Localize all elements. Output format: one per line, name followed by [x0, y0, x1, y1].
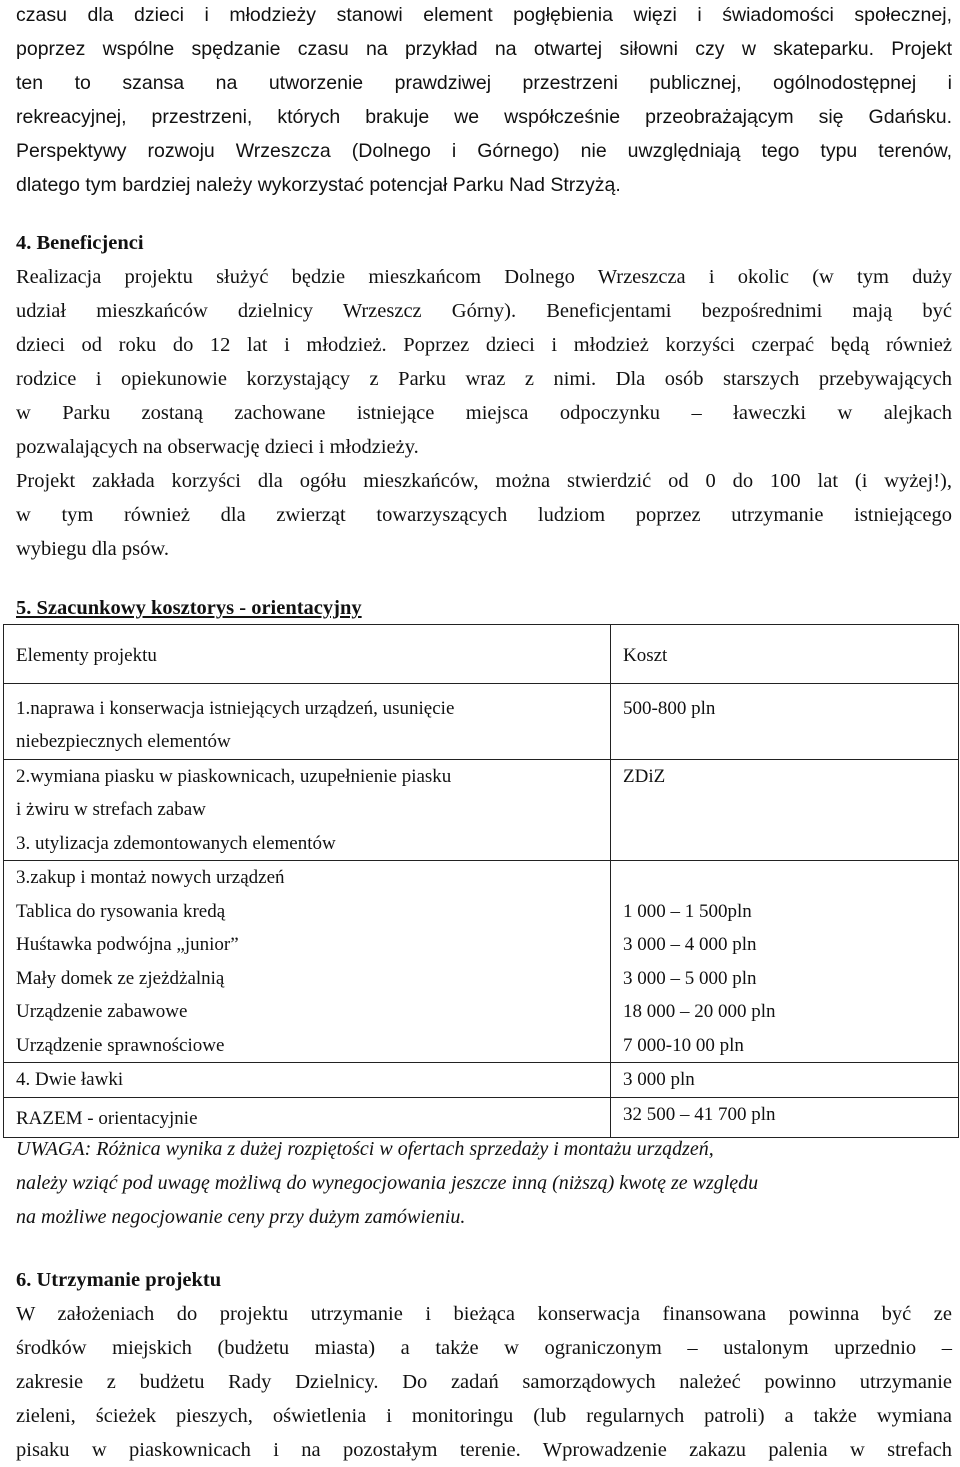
header-cell-cost: Koszt [611, 625, 959, 684]
cost-table [3, 624, 959, 1138]
row-3-item: Tablica do rysowania kredą [16, 900, 226, 922]
section-4-line: wybiegu dla psów. [16, 538, 169, 560]
row-4-cost: 3 000 pln [611, 1063, 959, 1098]
section-4-line: Projekt zakłada korzyści dla ogółu mieszkańców, można stwierdzić od 0 do 100 lat (i wyżej!), [16, 470, 952, 492]
table-row [4, 683, 959, 759]
intro-line: ten to szansa na utworzenie prawdziwej przestrzeni publicznej, ogólnodostępnej i [16, 72, 952, 94]
note-line: na możliwe negocjowanie ceny przy dużym zamówieniu. [16, 1206, 466, 1228]
row-3-title: 3.zakup i montaż nowych urządzeń [16, 867, 285, 888]
header-cell-elements: Elementy projektu [4, 625, 611, 684]
section-4-line: w Parku zostaną zachowane istniejące miejsca odpoczynku – ławeczki w alejkach [16, 402, 952, 424]
row-1-line: niebezpiecznych elementów [16, 731, 231, 752]
table-row [4, 759, 959, 861]
intro-line: czasu dla dzieci i młodzieży stanowi element pogłębienia więzi i świadomości społecznej, [16, 4, 952, 26]
row-2-line: 3. utylizacja zdemontowanych elementów [16, 832, 336, 854]
table-row [4, 861, 959, 1063]
total-label: RAZEM - orientacyjnie [4, 1097, 611, 1138]
section-6-heading: 6. Utrzymanie projektu [16, 1269, 222, 1291]
table-row [4, 1063, 959, 1098]
row-3-item: Urządzenie sprawnościowe [16, 1034, 225, 1056]
intro-line: poprzez wspólne spędzanie czasu na przykład na otwartej siłowni czy w skateparku. Projekt [16, 38, 952, 60]
total-cost: 32 500 – 41 700 pln [611, 1097, 959, 1138]
row-1-line: 1.naprawa i konserwacja istniejących urządzeń, usunięcie [16, 697, 455, 719]
section-6-line: zieleni, ścieżek pieszych, oświetlenia i monitoringu (lub regularnych patroli) a także wymiana [16, 1405, 952, 1427]
section-4-line: w tym również dla zwierząt towarzyszących ludziom poprzez utrzymanie istniejącego [16, 504, 952, 526]
table-header-row [4, 625, 959, 684]
row-3-description [4, 861, 611, 1063]
row-2-description [4, 759, 611, 861]
intro-line: rekreacyjnej, przestrzeni, których brakuje we współcześnie przeobrażającym się Gdańsku. [16, 106, 952, 128]
section-6-paragraph [16, 1297, 952, 1467]
section-6-line: środków miejskich (budżetu miasta) a także w ograniczonym – ustalonym uprzednio – [16, 1337, 952, 1359]
row-4-description: 4. Dwie ławki [4, 1063, 611, 1098]
note-line: należy wziąć pod uwagę możliwą do wynegocjowania jeszcze inną (niższą) kwotę ze względu [16, 1172, 759, 1194]
section-4-line: rodzice i opiekunowie korzystający z Parku wraz z nimi. Dla osób starszych przebywających [16, 368, 952, 390]
section-4-line: pozwalających na obserwację dzieci i młodzieży. [16, 436, 419, 458]
section-4-paragraph [16, 260, 952, 566]
row-3-cost: 3 000 – 4 000 pln [623, 934, 757, 955]
row-3-costs [611, 861, 959, 1063]
row-2-cost: ZDiZ [611, 759, 959, 861]
section-4-line: dzieci od roku do 12 lat i młodzież. Poprzez dzieci i młodzież korzyści czerpać będą również [16, 334, 952, 356]
section-6-line: W założeniach do projektu utrzymanie i bieżąca konserwacja finansowana powinna być ze [16, 1303, 952, 1325]
row-3-item: Mały domek ze zjeżdżalnią [16, 967, 225, 989]
section-5-heading [16, 591, 362, 625]
section-6-line: pisaku w piaskownicach i na pozostałym terenie. Wprowadzenie zakazu palenia w strefach [16, 1439, 952, 1461]
row-3-item: Huśtawka podwójna „junior” [16, 934, 239, 955]
row-1-cost: 500-800 pln [611, 683, 959, 759]
row-2-line: i żwiru w strefach zabaw [16, 799, 206, 820]
cost-note [16, 1132, 952, 1234]
row-3-cost: 3 000 – 5 000 pln [623, 967, 757, 989]
intro-paragraph [16, 0, 952, 202]
row-3-cost: 1 000 – 1 500pln [623, 900, 752, 922]
section-5-heading-text: 5. Szacunkowy kosztorys - orientacyjny [16, 597, 362, 619]
intro-line: dlatego tym bardziej należy wykorzystać potencjał Parku Nad Strzyżą. [16, 174, 621, 196]
row-2-line: 2.wymiana piasku w piaskownicach, uzupełnienie piasku [16, 765, 452, 787]
section-4-line: udział mieszkańców dzielnicy Wrzeszcz Górny). Beneficjentami bezpośrednimi mają być [16, 300, 952, 322]
row-3-cost: 18 000 – 20 000 pln [623, 1001, 776, 1022]
section-6-line: zakresie z budżetu Rady Dzielnicy. Do zadań samorządowych należeć powinno utrzymanie [16, 1371, 952, 1393]
row-3-cost: 7 000-10 00 pln [623, 1034, 744, 1056]
intro-line: Perspektywy rozwoju Wrzeszcza (Dolnego i Górnego) nie uwzględniają tego typu terenów, [16, 140, 952, 162]
row-3-item: Urządzenie zabawowe [16, 1001, 188, 1022]
row-1-description [4, 683, 611, 759]
section-4-heading: 4. Beneficjenci [16, 232, 144, 254]
note-line: UWAGA: Różnica wynika z dużej rozpiętości w ofertach sprzedaży i montażu urządzeń, [16, 1138, 714, 1160]
section-4-line: Realizacja projektu służyć będzie mieszkańcom Dolnego Wrzeszcza i okolic (w tym duży [16, 266, 952, 288]
row-3-cost-spacer [623, 861, 958, 895]
